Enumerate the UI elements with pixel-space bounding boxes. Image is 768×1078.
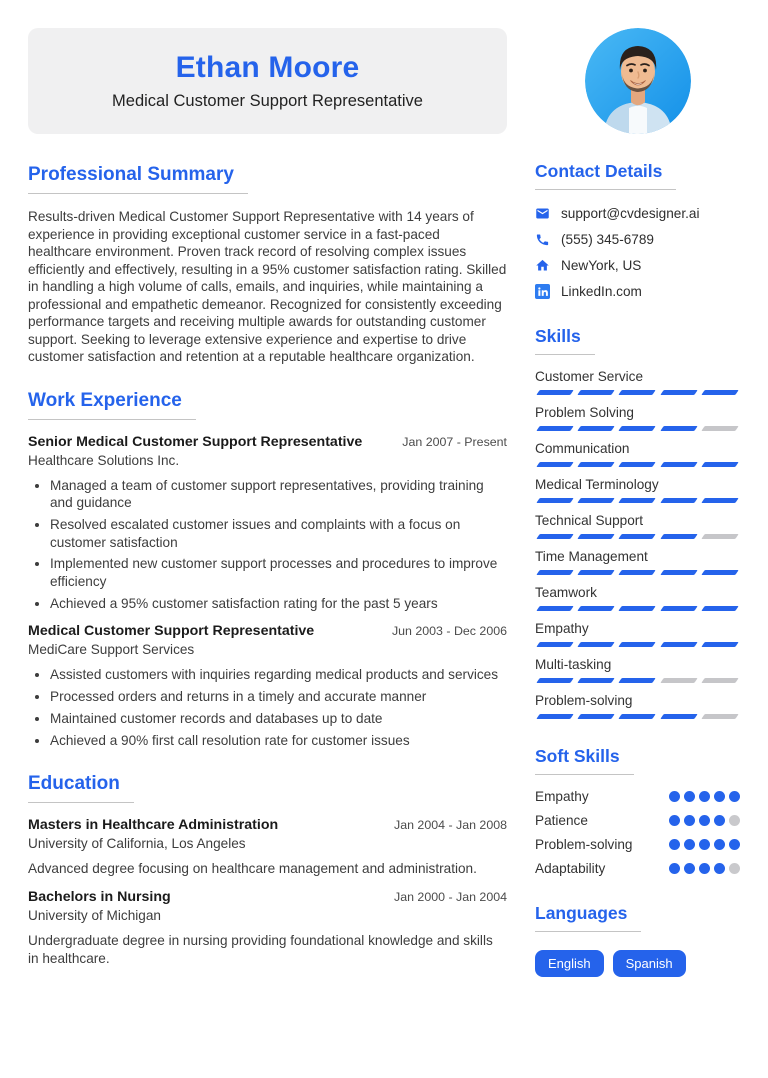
bar-segment bbox=[660, 390, 698, 395]
degree-title: Bachelors in Nursing bbox=[28, 888, 171, 905]
bar-segment bbox=[578, 606, 616, 611]
bar-segment bbox=[578, 642, 616, 647]
bar-segment bbox=[536, 426, 574, 431]
bar-segment bbox=[701, 606, 739, 611]
rating-dot bbox=[699, 839, 710, 850]
candidate-name: Ethan Moore bbox=[175, 51, 360, 84]
contact-email-text: support@cvdesigner.ai bbox=[561, 206, 700, 221]
job-dates: Jan 2007 - Present bbox=[402, 434, 507, 449]
home-icon bbox=[535, 258, 550, 273]
skill-item bbox=[535, 513, 740, 539]
skill-item bbox=[535, 441, 740, 467]
rating-dot bbox=[699, 863, 710, 874]
skill-name: Medical Terminology bbox=[535, 477, 659, 492]
rating-dot bbox=[729, 815, 740, 826]
rating-dot bbox=[684, 815, 695, 826]
bar-segment bbox=[536, 570, 574, 575]
bar-segment bbox=[701, 642, 739, 647]
education-entry bbox=[28, 817, 507, 878]
rating-dot bbox=[684, 791, 695, 802]
phone-icon bbox=[535, 232, 550, 247]
language-chip-english[interactable]: English bbox=[535, 950, 604, 977]
education-entry bbox=[28, 889, 507, 967]
degree-dates: Jan 2000 - Jan 2004 bbox=[394, 889, 507, 904]
contact-phone-text: (555) 345-6789 bbox=[561, 232, 654, 247]
degree-description: Undergraduate degree in nursing providing foundational knowledge and skills in healthcare. bbox=[28, 932, 493, 966]
job-title: Medical Customer Support Representative bbox=[28, 623, 315, 640]
bar-segment bbox=[701, 714, 739, 719]
skill-item bbox=[535, 585, 740, 611]
languages-section bbox=[535, 903, 740, 977]
candidate-title: Medical Customer Support Representative bbox=[112, 92, 423, 110]
bar-segment bbox=[536, 678, 574, 683]
education-entry-header bbox=[28, 817, 507, 833]
rating-dot bbox=[714, 815, 725, 826]
bar-segment bbox=[578, 462, 616, 467]
skill-name: Empathy bbox=[535, 621, 589, 636]
education-section bbox=[28, 773, 507, 967]
job-bullet: • Achieved a 90% first call resolution rate for customer issues bbox=[50, 732, 507, 750]
job-entry-header bbox=[28, 623, 507, 639]
experience-section bbox=[28, 390, 507, 749]
soft-skill-item bbox=[535, 861, 740, 876]
bar-segment bbox=[619, 606, 657, 611]
education-entry-header bbox=[28, 889, 507, 905]
bar-segment bbox=[536, 534, 574, 539]
bar-segment bbox=[619, 570, 657, 575]
skill-level-bar bbox=[535, 534, 740, 539]
school-name: University of Michigan bbox=[28, 907, 161, 923]
degree-description: Advanced degree focusing on healthcare management and administration. bbox=[28, 861, 477, 877]
bar-segment bbox=[619, 714, 657, 719]
rating-dot bbox=[669, 815, 680, 826]
bar-segment bbox=[701, 426, 739, 431]
contact-item-email[interactable] bbox=[535, 206, 740, 221]
skill-name: Problem Solving bbox=[535, 405, 634, 420]
bar-segment bbox=[536, 462, 574, 467]
bar-segment bbox=[536, 642, 574, 647]
rating-dot bbox=[729, 791, 740, 802]
bar-segment bbox=[701, 462, 739, 467]
job-bullet: • Achieved a 95% customer satisfaction rating for the past 5 years bbox=[50, 595, 507, 613]
skill-item bbox=[535, 405, 740, 431]
bar-segment bbox=[701, 498, 739, 503]
contact-section bbox=[535, 161, 740, 299]
bar-segment bbox=[701, 678, 739, 683]
contact-list bbox=[535, 206, 740, 299]
summary-text: Results-driven Medical Customer Support Representative with 14 years of experience in providing exceptional customer service in a fast-paced healthcare environment. Proven track record of resolving complex issues efficiently and effectively, resulting in a 95% customer satisfaction rating. Skilled in handling a high volume of calls, emails, and inquiries, while maintaining a professional and empathetic demeanor. Recognized for consistently exceeding performance targets and receiving multiple awards for outstanding customer support. Seeking to leverage extensive experience and expertise to drive customer satisfaction and retention at a reputable healthcare organization. bbox=[28, 209, 507, 365]
soft-skill-rating-dots bbox=[669, 863, 740, 874]
rating-dot bbox=[699, 791, 710, 802]
degree-dates: Jan 2004 - Jan 2008 bbox=[394, 818, 507, 833]
bar-segment bbox=[578, 534, 616, 539]
job-title: Senior Medical Customer Support Representative bbox=[28, 433, 363, 450]
rating-dot bbox=[669, 863, 680, 874]
bar-segment bbox=[578, 498, 616, 503]
soft-skills-heading: Soft Skills bbox=[535, 746, 634, 775]
job-bullet: • Maintained customer records and databases up to date bbox=[50, 710, 507, 728]
skill-name: Communication bbox=[535, 441, 630, 456]
bar-segment bbox=[619, 462, 657, 467]
bar-segment bbox=[619, 426, 657, 431]
rating-dot bbox=[714, 839, 725, 850]
bar-segment bbox=[536, 498, 574, 503]
job-bullets bbox=[28, 477, 507, 613]
bar-segment bbox=[701, 570, 739, 575]
email-icon bbox=[535, 206, 550, 221]
bar-segment bbox=[619, 534, 657, 539]
bar-segment bbox=[660, 534, 698, 539]
rating-dot bbox=[669, 791, 680, 802]
job-bullet: • Assisted customers with inquiries regarding medical products and services bbox=[50, 666, 507, 684]
rating-dot bbox=[729, 839, 740, 850]
bar-segment bbox=[701, 534, 739, 539]
job-entry-header bbox=[28, 434, 507, 450]
contact-item-linkedin[interactable] bbox=[535, 284, 740, 299]
skills-section bbox=[535, 326, 740, 719]
skill-level-bar bbox=[535, 462, 740, 467]
soft-skill-item bbox=[535, 789, 740, 804]
bar-segment bbox=[660, 462, 698, 467]
rating-dot bbox=[699, 815, 710, 826]
skill-level-bar bbox=[535, 606, 740, 611]
bar-segment bbox=[619, 642, 657, 647]
profile-photo-illustration bbox=[585, 28, 691, 134]
bar-segment bbox=[536, 714, 574, 719]
skill-item bbox=[535, 621, 740, 647]
bar-segment bbox=[578, 570, 616, 575]
bar-segment bbox=[660, 678, 698, 683]
skill-level-bar bbox=[535, 498, 740, 503]
skill-level-bar bbox=[535, 642, 740, 647]
job-bullet: • Implemented new customer support processes and procedures to improve efficiency bbox=[50, 555, 507, 590]
soft-skills-section bbox=[535, 746, 740, 876]
bar-segment bbox=[619, 390, 657, 395]
contact-linkedin-text: LinkedIn.com bbox=[561, 284, 642, 299]
soft-skill-rating-dots bbox=[669, 791, 740, 802]
bar-segment bbox=[660, 498, 698, 503]
header-card bbox=[28, 28, 507, 134]
contact-heading: Contact Details bbox=[535, 161, 676, 190]
bar-segment bbox=[701, 390, 739, 395]
skill-level-bar bbox=[535, 426, 740, 431]
bar-segment bbox=[660, 642, 698, 647]
skill-level-bar bbox=[535, 714, 740, 719]
skill-item bbox=[535, 369, 740, 395]
education-heading: Education bbox=[28, 773, 134, 803]
soft-skill-name: Patience bbox=[535, 813, 588, 828]
job-entry bbox=[28, 434, 507, 613]
skill-name: Technical Support bbox=[535, 513, 644, 528]
job-company: MediCare Support Services bbox=[28, 642, 195, 658]
skill-item bbox=[535, 549, 740, 575]
skill-name: Multi-tasking bbox=[535, 657, 612, 672]
rating-dot bbox=[684, 839, 695, 850]
skill-name: Customer Service bbox=[535, 369, 644, 384]
bar-segment bbox=[536, 390, 574, 395]
bar-segment bbox=[619, 678, 657, 683]
job-bullet: • Processed orders and returns in a timely and accurate manner bbox=[50, 688, 507, 706]
degree-title: Masters in Healthcare Administration bbox=[28, 817, 279, 834]
bar-segment bbox=[660, 606, 698, 611]
skill-item bbox=[535, 477, 740, 503]
contact-item-location bbox=[535, 258, 740, 273]
rating-dot bbox=[714, 863, 725, 874]
experience-heading: Work Experience bbox=[28, 390, 196, 420]
bar-segment bbox=[660, 570, 698, 575]
soft-skill-item bbox=[535, 813, 740, 828]
soft-skill-name: Adaptability bbox=[535, 861, 606, 876]
language-chip-spanish[interactable]: Spanish bbox=[613, 950, 686, 977]
contact-location-text: NewYork, US bbox=[561, 258, 642, 273]
skills-list bbox=[535, 369, 740, 719]
bar-segment bbox=[660, 426, 698, 431]
rating-dot bbox=[684, 863, 695, 874]
sidebar bbox=[535, 28, 740, 1078]
skills-heading: Skills bbox=[535, 326, 595, 355]
soft-skill-rating-dots bbox=[669, 839, 740, 850]
skill-name: Problem-solving bbox=[535, 693, 633, 708]
skill-level-bar bbox=[535, 390, 740, 395]
bar-segment bbox=[660, 714, 698, 719]
bar-segment bbox=[536, 606, 574, 611]
linkedin-icon bbox=[535, 284, 550, 299]
school-name: University of California, Los Angeles bbox=[28, 836, 246, 852]
job-company: Healthcare Solutions Inc. bbox=[28, 452, 180, 468]
job-bullet: • Resolved escalated customer issues and complaints with a focus on customer satisfaction bbox=[50, 516, 507, 551]
soft-skill-item bbox=[535, 837, 740, 852]
bar-segment bbox=[619, 498, 657, 503]
contact-item-phone[interactable] bbox=[535, 232, 740, 247]
job-dates: Jun 2003 - Dec 2006 bbox=[391, 624, 507, 639]
rating-dot bbox=[714, 791, 725, 802]
bar-segment bbox=[578, 390, 616, 395]
rating-dot bbox=[729, 863, 740, 874]
job-bullets bbox=[28, 666, 507, 749]
bar-segment bbox=[578, 678, 616, 683]
soft-skills-list bbox=[535, 789, 740, 876]
soft-skill-name: Empathy bbox=[535, 789, 589, 804]
bar-segment bbox=[578, 426, 616, 431]
job-bullet: • Managed a team of customer support representatives, providing training and guidance bbox=[50, 477, 507, 512]
summary-heading: Professional Summary bbox=[28, 164, 248, 194]
skill-item bbox=[535, 657, 740, 683]
rating-dot bbox=[669, 839, 680, 850]
bar-segment bbox=[578, 714, 616, 719]
skill-level-bar bbox=[535, 570, 740, 575]
skill-name: Teamwork bbox=[535, 585, 597, 600]
languages-heading: Languages bbox=[535, 903, 641, 932]
job-entry bbox=[28, 623, 507, 749]
soft-skill-name: Problem-solving bbox=[535, 837, 633, 852]
main-column bbox=[28, 28, 507, 1078]
soft-skill-rating-dots bbox=[669, 815, 740, 826]
language-chips bbox=[535, 950, 740, 977]
profile-photo bbox=[585, 28, 691, 134]
skill-level-bar bbox=[535, 678, 740, 683]
summary-section bbox=[28, 164, 507, 366]
skill-item bbox=[535, 693, 740, 719]
skill-name: Time Management bbox=[535, 549, 648, 564]
